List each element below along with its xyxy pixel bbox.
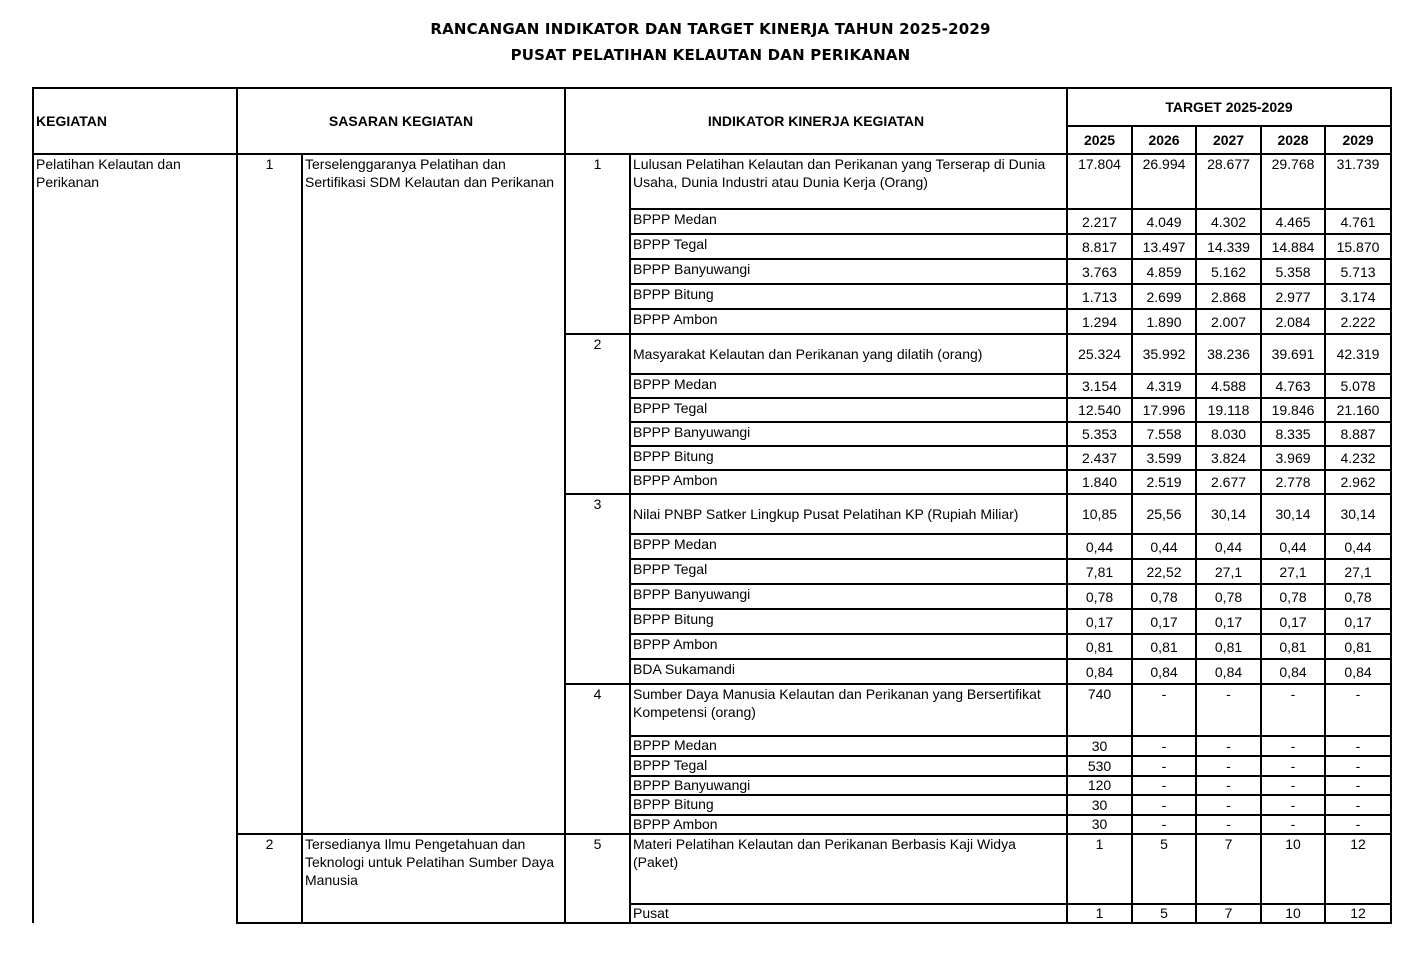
target-value: 2.222 <box>1325 309 1391 334</box>
kegiatan-cell: Pelatihan Kelautan dan Perikanan <box>33 154 237 923</box>
target-value: 27,1 <box>1261 559 1325 584</box>
unit-name: BPPP Tegal <box>630 398 1067 422</box>
target-value: 4.319 <box>1132 374 1196 398</box>
indicator-text: Materi Pelatihan Kelautan dan Perikanan Berbasis Kaji Widya (Paket) <box>630 834 1067 904</box>
target-value: 0,78 <box>1196 584 1261 609</box>
target-value: 1.840 <box>1067 470 1132 494</box>
unit-name: BPPP Ambon <box>630 309 1067 334</box>
target-value: 4.859 <box>1132 259 1196 284</box>
target-value: 0,84 <box>1325 659 1391 684</box>
target-value: 10,85 <box>1067 494 1132 534</box>
unit-name: BDA Sukamandi <box>630 659 1067 684</box>
header-sasaran-kegiatan: SASARAN KEGIATAN <box>237 88 565 154</box>
header-target: TARGET 2025-2029 <box>1067 88 1391 126</box>
target-value: 3.599 <box>1132 446 1196 470</box>
header-kegiatan: KEGIATAN <box>33 88 237 154</box>
target-value: - <box>1325 736 1391 756</box>
target-value: 26.994 <box>1132 154 1196 209</box>
target-value: - <box>1132 736 1196 756</box>
target-value: 0,78 <box>1132 584 1196 609</box>
target-value: 740 <box>1067 684 1132 736</box>
unit-name: BPPP Medan <box>630 736 1067 756</box>
unit-name: BPPP Bitung <box>630 795 1067 815</box>
target-value: 39.691 <box>1261 334 1325 374</box>
target-value: 21.160 <box>1325 398 1391 422</box>
target-value: 7 <box>1196 904 1261 923</box>
target-value: 4.232 <box>1325 446 1391 470</box>
target-value: 12 <box>1325 904 1391 923</box>
target-value: 19.118 <box>1196 398 1261 422</box>
target-value: 5.353 <box>1067 422 1132 446</box>
indicator-row <box>33 154 1391 209</box>
target-value: 8.817 <box>1067 234 1132 259</box>
target-value: 12 <box>1325 834 1391 904</box>
target-value: 3.824 <box>1196 446 1261 470</box>
indicator-number: 5 <box>565 834 630 923</box>
target-value: 10 <box>1261 834 1325 904</box>
indicator-text: Masyarakat Kelautan dan Perikanan yang dilatih (orang) <box>630 334 1067 374</box>
target-value: - <box>1261 756 1325 776</box>
target-value: 1 <box>1067 904 1132 923</box>
unit-name: BPPP Medan <box>630 374 1067 398</box>
target-value: 2.007 <box>1196 309 1261 334</box>
table-body <box>33 154 1391 923</box>
target-value: - <box>1261 684 1325 736</box>
unit-name: BPPP Medan <box>630 534 1067 559</box>
target-value: - <box>1325 815 1391 834</box>
target-value: 0,81 <box>1132 634 1196 659</box>
target-value: 38.236 <box>1196 334 1261 374</box>
target-value: 2.677 <box>1196 470 1261 494</box>
target-value: 3.174 <box>1325 284 1391 309</box>
unit-name: BPPP Bitung <box>630 446 1067 470</box>
target-value: 2.437 <box>1067 446 1132 470</box>
unit-name: BPPP Banyuwangi <box>630 422 1067 446</box>
target-value: 14.339 <box>1196 234 1261 259</box>
target-value: 0,78 <box>1067 584 1132 609</box>
target-value: - <box>1325 795 1391 815</box>
target-value: 7 <box>1196 834 1261 904</box>
target-value: 1 <box>1067 834 1132 904</box>
target-value: 2.962 <box>1325 470 1391 494</box>
header-indikator-kinerja: INDIKATOR KINERJA KEGIATAN <box>565 88 1067 154</box>
indicator-text: Nilai PNBP Satker Lingkup Pusat Pelatihan KP (Rupiah Miliar) <box>630 494 1067 534</box>
target-value: 30,14 <box>1196 494 1261 534</box>
target-value: 35.992 <box>1132 334 1196 374</box>
header-year: 2029 <box>1325 126 1391 154</box>
target-value: - <box>1325 756 1391 776</box>
target-value: 5 <box>1132 834 1196 904</box>
target-value: 15.870 <box>1325 234 1391 259</box>
header-year: 2026 <box>1132 126 1196 154</box>
target-value: 2.217 <box>1067 209 1132 234</box>
unit-name: BPPP Banyuwangi <box>630 584 1067 609</box>
target-value: 3.154 <box>1067 374 1132 398</box>
target-value: 4.302 <box>1196 209 1261 234</box>
indicator-row <box>33 834 1391 904</box>
unit-name: BPPP Tegal <box>630 559 1067 584</box>
target-value: 5.358 <box>1261 259 1325 284</box>
target-value: 4.588 <box>1196 374 1261 398</box>
target-value: 0,84 <box>1261 659 1325 684</box>
target-value: - <box>1132 684 1196 736</box>
target-value: 8.887 <box>1325 422 1391 446</box>
unit-name: BPPP Banyuwangi <box>630 776 1067 795</box>
target-value: 5.078 <box>1325 374 1391 398</box>
target-value: 14.884 <box>1261 234 1325 259</box>
unit-name: BPPP Medan <box>630 209 1067 234</box>
target-value: 8.030 <box>1196 422 1261 446</box>
target-value: 4.763 <box>1261 374 1325 398</box>
target-value: - <box>1261 795 1325 815</box>
target-value: 28.677 <box>1196 154 1261 209</box>
indicator-number: 3 <box>565 494 630 684</box>
target-value: 42.319 <box>1325 334 1391 374</box>
target-value: 0,78 <box>1261 584 1325 609</box>
target-value: 530 <box>1067 756 1132 776</box>
target-value: 0,17 <box>1325 609 1391 634</box>
target-value: - <box>1196 795 1261 815</box>
target-value: - <box>1325 776 1391 795</box>
target-value: 0,17 <box>1196 609 1261 634</box>
target-value: 12.540 <box>1067 398 1132 422</box>
target-value: 29.768 <box>1261 154 1325 209</box>
target-value: - <box>1196 684 1261 736</box>
target-value: 30 <box>1067 815 1132 834</box>
indicator-text: Lulusan Pelatihan Kelautan dan Perikanan yang Terserap di Dunia Usaha, Dunia Industri atau Dunia Kerja (Orang) <box>630 154 1067 209</box>
target-value: 0,17 <box>1261 609 1325 634</box>
target-value: 4.761 <box>1325 209 1391 234</box>
sasaran-text: Tersedianya Ilmu Pengetahuan dan Teknologi untuk Pelatihan Sumber Daya Manusia <box>302 834 565 923</box>
target-value: - <box>1132 815 1196 834</box>
target-value: 1.294 <box>1067 309 1132 334</box>
sasaran-number: 1 <box>237 154 302 834</box>
target-value: 0,44 <box>1067 534 1132 559</box>
indicator-target-table <box>32 87 1392 924</box>
target-value: - <box>1132 756 1196 776</box>
target-value: 31.739 <box>1325 154 1391 209</box>
target-value: 17.996 <box>1132 398 1196 422</box>
target-value: 2.519 <box>1132 470 1196 494</box>
unit-name: BPPP Tegal <box>630 756 1067 776</box>
target-value: 30,14 <box>1325 494 1391 534</box>
target-value: 1.713 <box>1067 284 1132 309</box>
target-value: 30 <box>1067 736 1132 756</box>
target-value: 0,44 <box>1325 534 1391 559</box>
target-value: 27,1 <box>1196 559 1261 584</box>
target-value: 25,56 <box>1132 494 1196 534</box>
sasaran-text: Terselenggaranya Pelatihan dan Sertifikasi SDM Kelautan dan Perikanan <box>302 154 565 834</box>
unit-name: BPPP Bitung <box>630 609 1067 634</box>
target-value: 0,81 <box>1325 634 1391 659</box>
target-value: 0,78 <box>1325 584 1391 609</box>
target-value: - <box>1325 684 1391 736</box>
target-value: 5 <box>1132 904 1196 923</box>
target-value: 0,44 <box>1132 534 1196 559</box>
target-value: - <box>1261 736 1325 756</box>
target-value: 17.804 <box>1067 154 1132 209</box>
sasaran-number: 2 <box>237 834 302 923</box>
unit-name: BPPP Ambon <box>630 470 1067 494</box>
target-value: - <box>1196 756 1261 776</box>
header-year: 2028 <box>1261 126 1325 154</box>
document-title: RANCANGAN INDIKATOR DAN TARGET KINERJA TAHUN 2025-2029 <box>430 20 991 38</box>
target-value: - <box>1132 776 1196 795</box>
target-value: 120 <box>1067 776 1132 795</box>
target-value: - <box>1261 815 1325 834</box>
target-value: 2.977 <box>1261 284 1325 309</box>
target-value: 0,17 <box>1067 609 1132 634</box>
unit-name: BPPP Ambon <box>630 815 1067 834</box>
target-value: 0,84 <box>1196 659 1261 684</box>
target-value: 5.162 <box>1196 259 1261 284</box>
target-value: 2.778 <box>1261 470 1325 494</box>
indicator-number: 1 <box>565 154 630 334</box>
target-value: - <box>1196 776 1261 795</box>
header-year: 2027 <box>1196 126 1261 154</box>
indicator-text: Sumber Daya Manusia Kelautan dan Perikanan yang Bersertifikat Kompetensi (orang) <box>630 684 1067 736</box>
unit-name: Pusat <box>630 904 1067 923</box>
header-year: 2025 <box>1067 126 1132 154</box>
target-value: 22,52 <box>1132 559 1196 584</box>
target-value: 4.049 <box>1132 209 1196 234</box>
target-value: 2.699 <box>1132 284 1196 309</box>
document-subtitle: PUSAT PELATIHAN KELAUTAN DAN PERIKANAN <box>510 46 911 64</box>
unit-name: BPPP Ambon <box>630 634 1067 659</box>
target-value: 30,14 <box>1261 494 1325 534</box>
target-value: 25.324 <box>1067 334 1132 374</box>
target-value: 19.846 <box>1261 398 1325 422</box>
target-value: 3.969 <box>1261 446 1325 470</box>
target-value: 13.497 <box>1132 234 1196 259</box>
target-value: 2.084 <box>1261 309 1325 334</box>
target-value: 5.713 <box>1325 259 1391 284</box>
indicator-number: 4 <box>565 684 630 834</box>
target-value: 7,81 <box>1067 559 1132 584</box>
target-value: - <box>1196 736 1261 756</box>
unit-name: BPPP Banyuwangi <box>630 259 1067 284</box>
target-value: - <box>1261 776 1325 795</box>
target-value: 4.465 <box>1261 209 1325 234</box>
target-value: 0,81 <box>1067 634 1132 659</box>
target-value: - <box>1196 815 1261 834</box>
indicator-number: 2 <box>565 334 630 494</box>
target-value: 0,84 <box>1132 659 1196 684</box>
target-value: 0,84 <box>1067 659 1132 684</box>
target-value: 0,81 <box>1261 634 1325 659</box>
target-value: - <box>1132 795 1196 815</box>
target-value: 1.890 <box>1132 309 1196 334</box>
target-value: 3.763 <box>1067 259 1132 284</box>
target-value: 7.558 <box>1132 422 1196 446</box>
target-value: 0,44 <box>1196 534 1261 559</box>
target-value: 30 <box>1067 795 1132 815</box>
target-value: 27,1 <box>1325 559 1391 584</box>
target-value: 10 <box>1261 904 1325 923</box>
target-value: 8.335 <box>1261 422 1325 446</box>
target-value: 2.868 <box>1196 284 1261 309</box>
target-value: 0,81 <box>1196 634 1261 659</box>
unit-name: BPPP Tegal <box>630 234 1067 259</box>
target-value: 0,44 <box>1261 534 1325 559</box>
unit-name: BPPP Bitung <box>630 284 1067 309</box>
target-value: 0,17 <box>1132 609 1196 634</box>
